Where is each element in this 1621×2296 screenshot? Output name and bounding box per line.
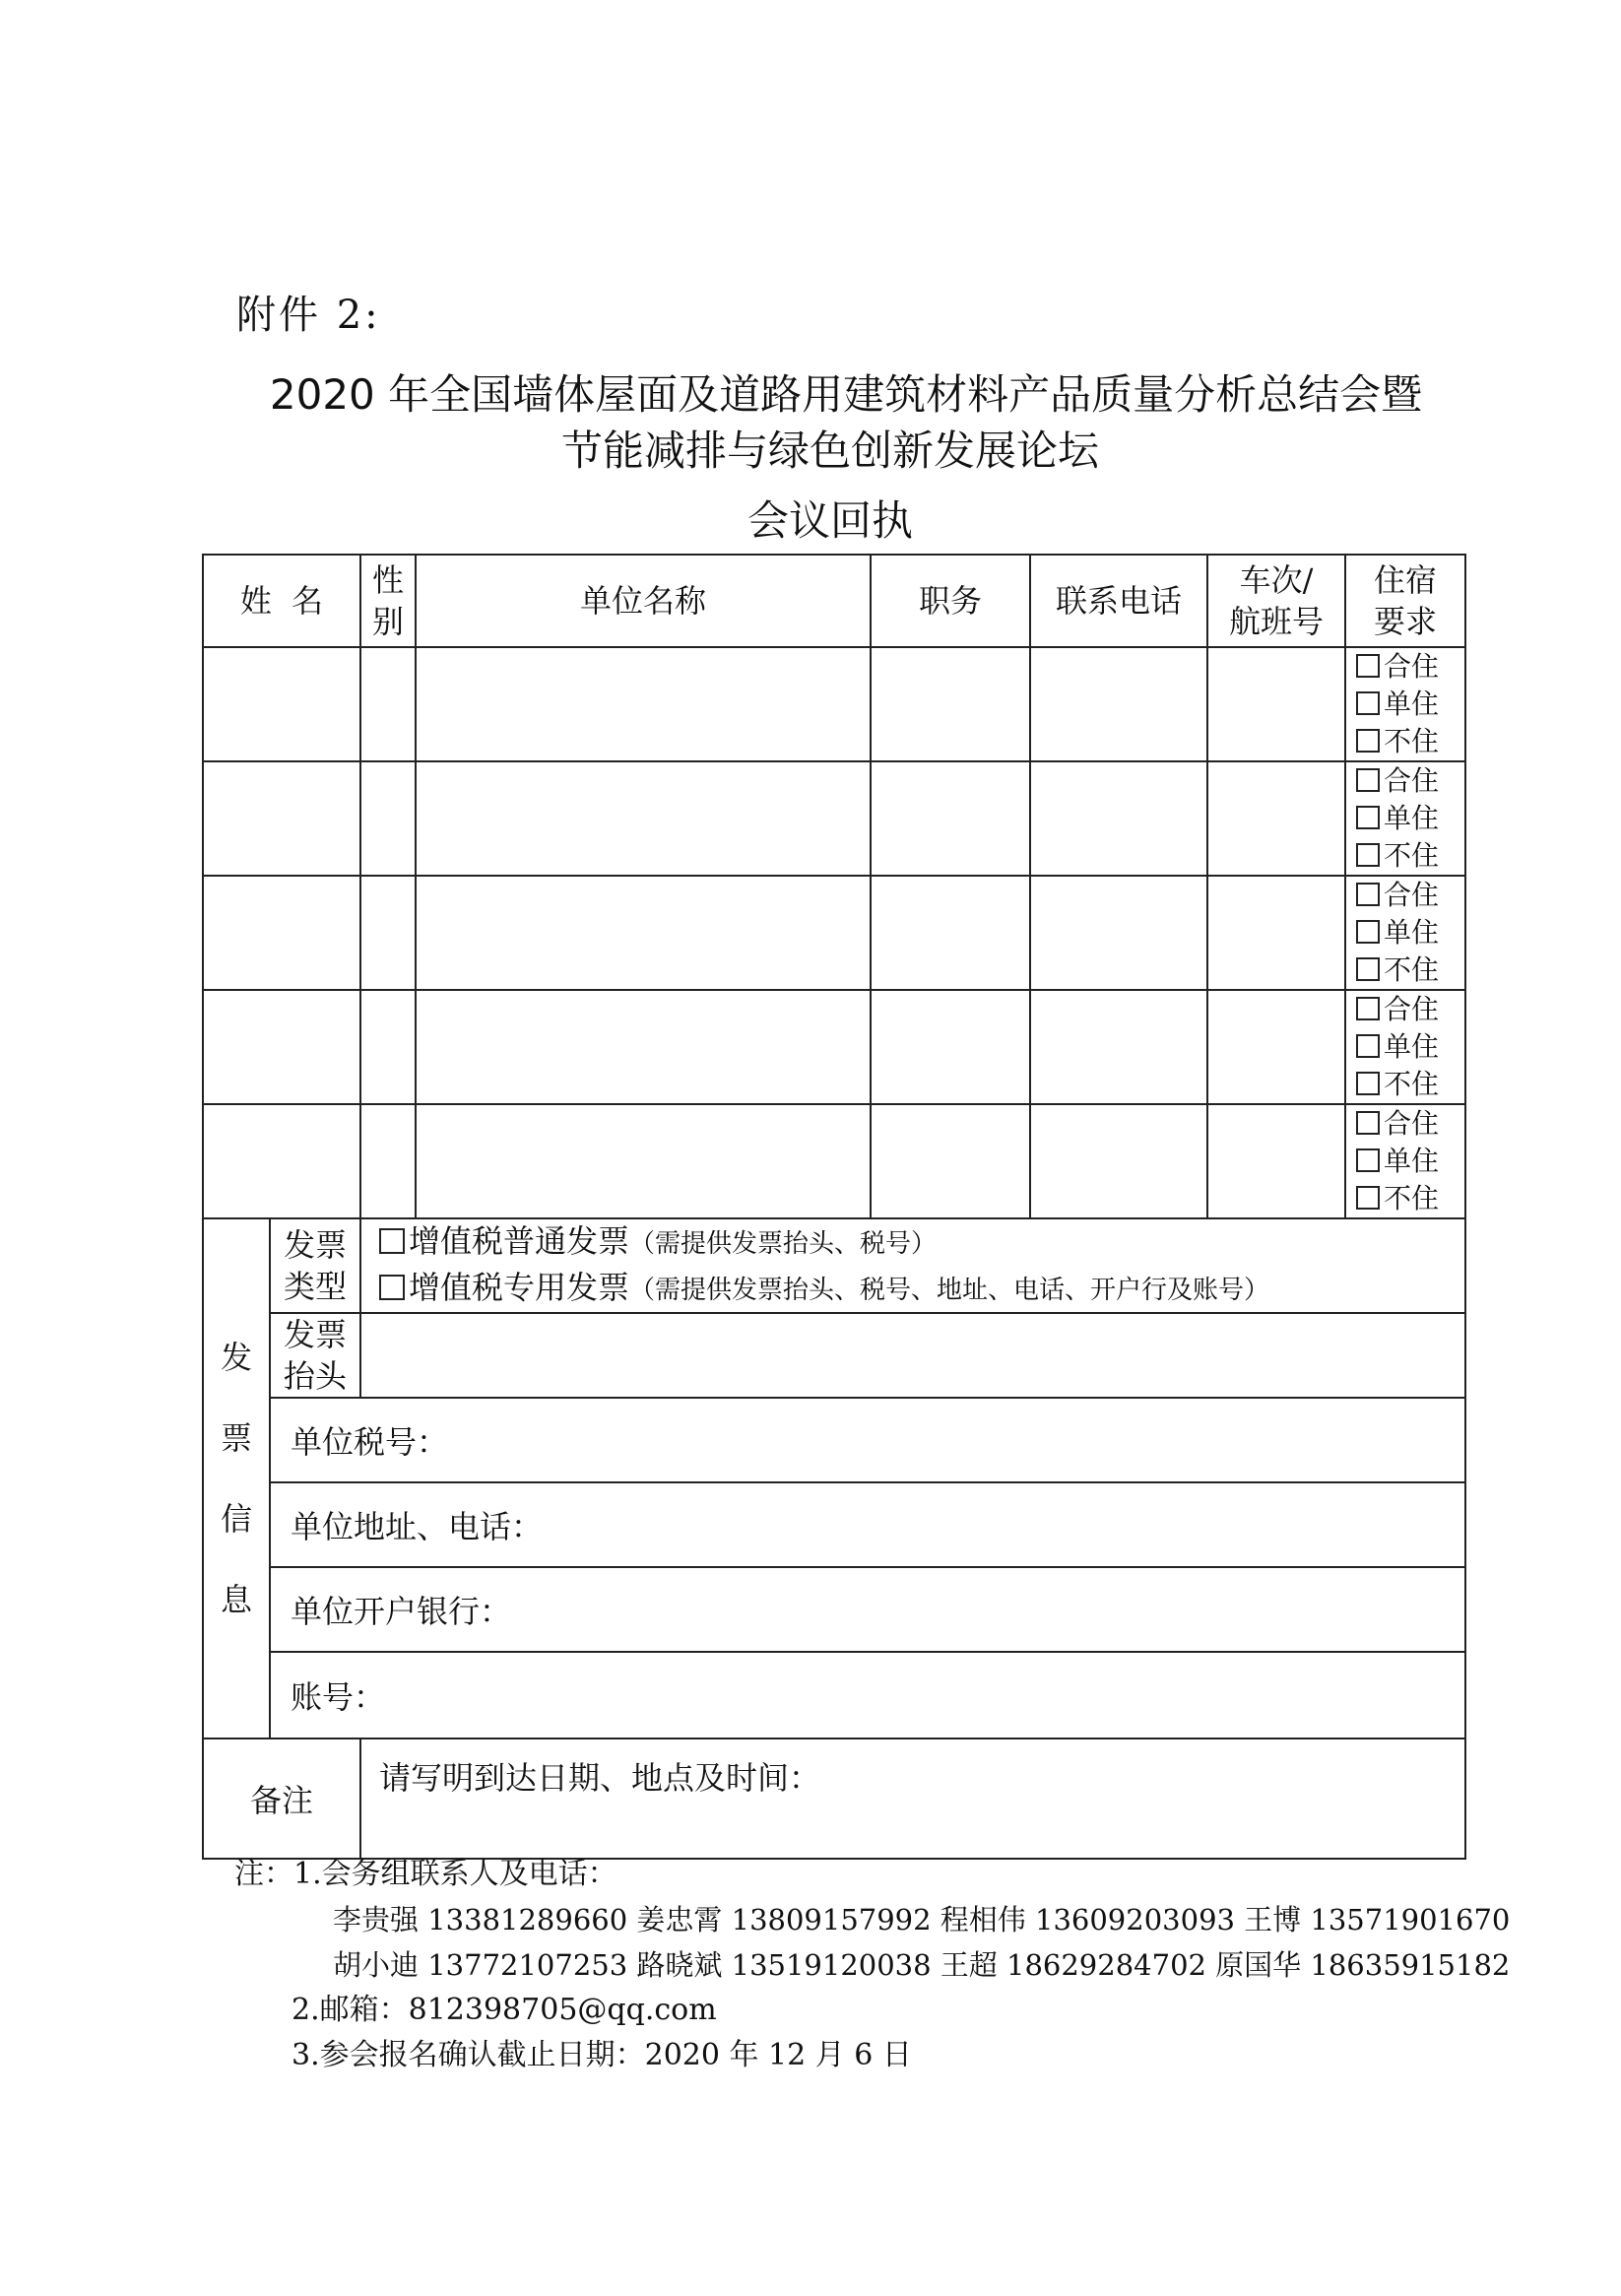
lodging-option[interactable]: 不住	[1356, 1066, 1464, 1103]
header-gender: 性 别	[360, 555, 416, 647]
checkbox[interactable]	[1356, 997, 1380, 1020]
remark-field[interactable]: 请写明到达日期、地点及时间：	[360, 1738, 1465, 1859]
table-row	[203, 647, 1465, 761]
checkbox[interactable]	[1356, 768, 1380, 792]
bank-row	[203, 1567, 1465, 1652]
company-cell[interactable]	[416, 990, 871, 1104]
company-cell[interactable]	[416, 1104, 871, 1218]
header-position: 职务	[871, 555, 1030, 647]
table-row	[203, 1104, 1465, 1218]
table-row	[203, 761, 1465, 876]
invoice-type-row	[203, 1218, 1465, 1313]
phone-cell[interactable]	[1030, 761, 1207, 876]
lodging-option[interactable]: 单住	[1356, 1028, 1464, 1066]
flight-cell[interactable]	[1207, 647, 1345, 761]
lodging-cell	[1345, 647, 1465, 761]
header-flight: 车次/ 航班号	[1207, 555, 1345, 647]
lodging-option[interactable]: 单住	[1356, 800, 1464, 837]
title-line-2: 节能减排与绿色创新发展论坛	[560, 426, 1099, 475]
notes-item-2: 2.邮箱：812398705@qq.com	[292, 1993, 717, 2027]
invoice-header-field[interactable]	[360, 1313, 1465, 1398]
gender-cell[interactable]	[360, 761, 416, 876]
checkbox[interactable]	[1356, 691, 1380, 715]
lodging-option[interactable]: 合住	[1356, 648, 1464, 686]
header-phone: 联系电话	[1030, 555, 1207, 647]
table-row	[203, 990, 1465, 1104]
gender-cell[interactable]	[360, 990, 416, 1104]
remark-row	[203, 1738, 1465, 1859]
lodging-cell	[1345, 876, 1465, 990]
phone-cell[interactable]	[1030, 1104, 1207, 1218]
attachment-label: 附件 2:	[236, 293, 381, 338]
flight-cell[interactable]	[1207, 1104, 1345, 1218]
position-cell[interactable]	[871, 876, 1030, 990]
checkbox[interactable]	[1356, 729, 1380, 753]
lodging-option[interactable]: 不住	[1356, 1180, 1464, 1217]
invoice-header-label: 发票 抬头	[270, 1313, 360, 1398]
contacts-line-2: 胡小迪 13772107253 路晓斌 13519120038 王超 18629284702 原国华 18635915182	[333, 1948, 1511, 1982]
notes-item1-text: 1.会务组联系人及电话：	[293, 1857, 617, 1891]
position-cell[interactable]	[871, 990, 1030, 1104]
flight-cell[interactable]	[1207, 990, 1345, 1104]
invoice-type-label: 发票 类型	[270, 1218, 360, 1313]
checkbox[interactable]	[1356, 883, 1380, 906]
position-cell[interactable]	[871, 761, 1030, 876]
tax-number-field[interactable]: 单位税号：	[270, 1398, 1465, 1482]
invoice-option-special[interactable]: 增值税专用发票（需提供发票抬头、税号、地址、电话、开户行及账号）	[379, 1266, 1464, 1312]
invoice-section-text: 发票信息	[220, 1339, 252, 1618]
name-cell[interactable]	[203, 761, 360, 876]
position-cell[interactable]	[871, 647, 1030, 761]
checkbox[interactable]	[1356, 1148, 1380, 1172]
notes-item-3: 3.参会报名确认截止日期：2020 年 12 月 6 日	[292, 2038, 912, 2072]
bank-field[interactable]: 单位开户银行：	[270, 1567, 1465, 1652]
company-cell[interactable]	[416, 647, 871, 761]
checkbox[interactable]	[1356, 920, 1380, 944]
lodging-cell	[1345, 761, 1465, 876]
address-phone-row	[203, 1482, 1465, 1567]
lodging-option[interactable]: 不住	[1356, 951, 1464, 989]
invoice-section-label	[203, 1218, 270, 1738]
checkbox[interactable]	[1356, 1186, 1380, 1210]
gender-cell[interactable]	[360, 876, 416, 990]
invoice-header-row	[203, 1313, 1465, 1398]
phone-cell[interactable]	[1030, 990, 1207, 1104]
notes-block	[234, 1852, 1510, 2078]
name-cell[interactable]	[203, 990, 360, 1104]
contacts-line-1: 李贵强 13381289660 姜忠霄 13809157992 程相伟 13609203093 王博 13571901670	[333, 1903, 1511, 1936]
title-line-1: 2020 年全国墙体屋面及道路用建筑材料产品质量分析总结会暨	[269, 370, 1423, 419]
lodging-option[interactable]: 单住	[1356, 1143, 1464, 1180]
lodging-cell	[1345, 1104, 1465, 1218]
address-phone-field[interactable]: 单位地址、电话：	[270, 1482, 1465, 1567]
header-name: 姓 名	[203, 555, 360, 647]
checkbox[interactable]	[1356, 654, 1380, 678]
checkbox[interactable]	[1356, 1034, 1380, 1058]
position-cell[interactable]	[871, 1104, 1030, 1218]
lodging-option[interactable]: 不住	[1356, 723, 1464, 760]
name-cell[interactable]	[203, 1104, 360, 1218]
checkbox[interactable]	[379, 1275, 405, 1300]
account-row	[203, 1652, 1465, 1738]
flight-cell[interactable]	[1207, 876, 1345, 990]
gender-cell[interactable]	[360, 647, 416, 761]
lodging-option[interactable]: 单住	[1356, 914, 1464, 951]
checkbox[interactable]	[1356, 957, 1380, 981]
lodging-option[interactable]: 合住	[1356, 762, 1464, 800]
lodging-option[interactable]: 单住	[1356, 686, 1464, 723]
company-cell[interactable]	[416, 761, 871, 876]
flight-cell[interactable]	[1207, 761, 1345, 876]
header-company: 单位名称	[416, 555, 871, 647]
lodging-option[interactable]: 合住	[1356, 877, 1464, 914]
company-cell[interactable]	[416, 876, 871, 990]
name-cell[interactable]	[203, 647, 360, 761]
notes-prefix: 注：	[234, 1857, 293, 1891]
remark-label: 备注	[203, 1738, 360, 1859]
account-field[interactable]: 账号：	[270, 1652, 1465, 1738]
checkbox[interactable]	[1356, 1072, 1380, 1095]
lodging-option[interactable]: 不住	[1356, 837, 1464, 875]
name-cell[interactable]	[203, 876, 360, 990]
phone-cell[interactable]	[1030, 876, 1207, 990]
lodging-option[interactable]: 合住	[1356, 991, 1464, 1028]
header-row	[203, 555, 1465, 647]
invoice-type-options	[360, 1218, 1465, 1313]
checkbox[interactable]	[1356, 843, 1380, 867]
checkbox[interactable]	[379, 1228, 405, 1254]
checkbox[interactable]	[1356, 1111, 1380, 1135]
notes-item-1	[234, 1852, 1510, 1897]
reply-form-table	[202, 554, 1466, 1860]
lodging-option[interactable]: 合住	[1356, 1105, 1464, 1143]
gender-cell[interactable]	[360, 1104, 416, 1218]
tax-number-row	[203, 1398, 1465, 1482]
table-row	[203, 876, 1465, 990]
header-lodging: 住宿 要求	[1345, 555, 1465, 647]
phone-cell[interactable]	[1030, 647, 1207, 761]
checkbox[interactable]	[1356, 806, 1380, 829]
invoice-option-normal[interactable]: 增值税普通发票（需提供发票抬头、税号）	[379, 1219, 1464, 1266]
lodging-cell	[1345, 990, 1465, 1104]
title-line-3: 会议回执	[746, 496, 913, 545]
